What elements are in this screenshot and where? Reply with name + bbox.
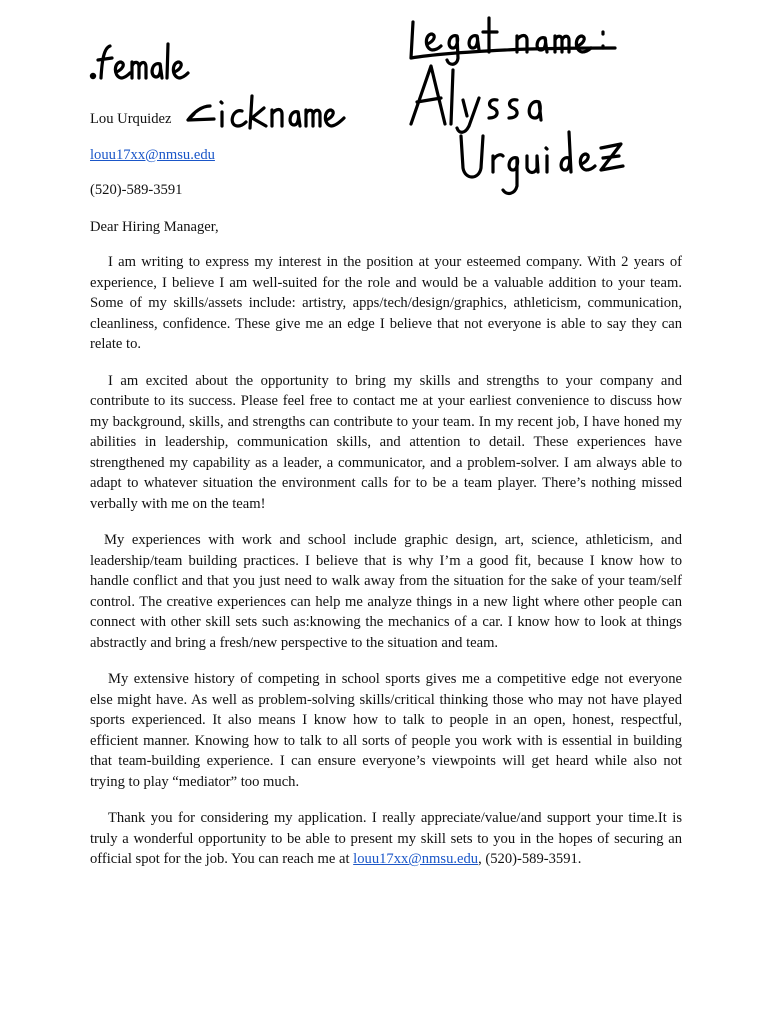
paragraph-closing bbox=[90, 808, 682, 870]
closing-email-link[interactable]: louu17xx@nmsu.edu bbox=[353, 851, 479, 867]
email-link[interactable]: louu17xx@nmsu.edu bbox=[90, 146, 215, 163]
handwritten-female-note bbox=[88, 40, 208, 90]
cover-letter bbox=[90, 107, 682, 870]
phone-number: (520)-589-3591 bbox=[90, 182, 183, 198]
closing-text: Thank you for considering my application. I really appreciate/value/and support your time.It is truly a wonderful opportunity to be able to present my skill sets to you in the hopes of securing an official spot for the job. You can reach me at bbox=[90, 810, 682, 867]
applicant-name: Lou Urquidez bbox=[90, 111, 172, 127]
paragraph-intro: I am writing to express my interest in the position at your esteemed company. With 2 years of experience, I believe I am well-suited for the role and would be a valuable addition to your team. Some of my skills/assets include: artistry, apps/tech/design/graphics, athleticism, communication, cleanliness, confidence. These give me an edge I believe that not everyone is able to say they can relate to. bbox=[90, 254, 682, 352]
closing-tail: , (520)-589-3591. bbox=[478, 851, 582, 867]
greeting: Dear Hiring Manager, bbox=[90, 218, 219, 235]
paragraph-opportunity: I am excited about the opportunity to bring my skills and strengths to your company and contribute to its success. Please feel free to contact me at your earliest convenience to discuss how my background, skills, and strengths can contribute to your team. In my recent job, I have honed my abilities in leadership, communication skills, and attention to detail. These experiences have strengthened my capability as a leader, a communicator, and a problem-solver. I am always able to adapt to whatever situation the environment calls for to be a team player. There’s nothing missed verbally with me on the team! bbox=[90, 372, 682, 512]
paragraph-sports: My extensive history of competing in school sports gives me a competitive edge not everyone else might have. As well as problem-solving skills/critical thinking those who may not have played sports experienced. It also means I know how to talk to people in an open, honest, respectful, efficient manner. Knowing how to talk to all sorts of people you work with is essential in building that team-building experience. I can ensure everyone’s viewpoints will get heard while also not trying to play “mediator” too much. bbox=[90, 671, 682, 790]
paragraph-experience: My experiences with work and school include graphic design, art, science, athleticism, and leadership/team building practices. I believe that is why I’m a good fit, because I know how to handle conflict and that you just need to walk away from the situation for the sake of your team/self control. The creative experiences can help me analyze things in a new light where other people can connect with other skill sets such as:knowing the mechanics of a car. I know how to look at things abstractly and bring a fresh/new perspective to the situation and team. bbox=[90, 532, 682, 651]
